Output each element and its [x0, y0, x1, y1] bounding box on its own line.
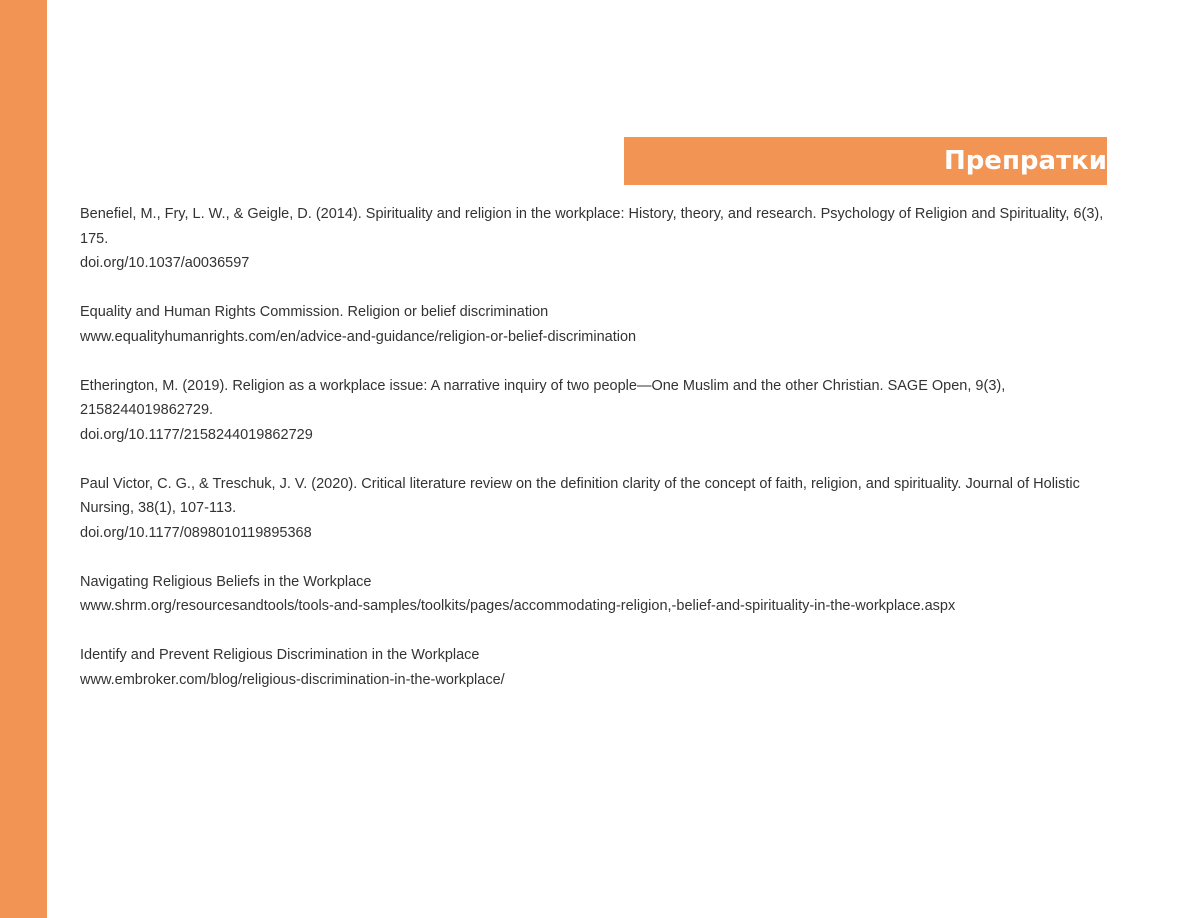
reference-item: [80, 570, 1120, 619]
reference-link[interactable]: www.embroker.com/blog/religious-discrimination-in-the-workplace/: [80, 671, 505, 688]
page-title: Препратки: [943, 146, 1107, 176]
reference-citation: Identify and Prevent Religious Discrimination in the Workplace: [80, 647, 480, 663]
accent-side-bar: [0, 0, 47, 918]
reference-citation: Benefiel, M., Fry, L. W., & Geigle, D. (2014). Spirituality and religion in the workplace: History, theory, and research. Psychology of Religion and Spirituality, 6(3), 175.: [80, 206, 1104, 247]
reference-link[interactable]: www.equalityhumanrights.com/en/advice-and-guidance/religion-or-belief-discrimination: [80, 328, 637, 345]
reference-list: [80, 202, 1120, 717]
reference-citation: Equality and Human Rights Commission. Religion or belief discrimination: [80, 304, 549, 320]
reference-item: [80, 300, 1120, 349]
reference-link[interactable]: doi.org/10.1177/2158244019862729: [80, 426, 313, 443]
reference-item: [80, 643, 1120, 692]
reference-item: [80, 374, 1120, 448]
reference-citation: Paul Victor, C. G., & Treschuk, J. V. (2020). Critical literature review on the definition clarity of the concept of faith, religion, and spirituality. Journal of Holistic Nursing, 38(1), 107-113.: [80, 475, 1080, 516]
reference-link[interactable]: doi.org/10.1177/0898010119895368: [80, 524, 312, 541]
reference-item: [80, 472, 1120, 546]
reference-link[interactable]: doi.org/10.1037/a0036597: [80, 255, 250, 271]
reference-item: [80, 202, 1120, 276]
reference-citation: Navigating Religious Beliefs in the Workplace: [80, 573, 372, 590]
reference-link[interactable]: www.shrm.org/resourcesandtools/tools-and-samples/toolkits/pages/accommodating-religion,-belief-and-spirituality-in-the-workplace.aspx: [80, 598, 956, 614]
reference-citation: Etherington, M. (2019). Religion as a workplace issue: A narrative inquiry of two people—One Muslim and the other Christian. SAGE Open, 9(3), 2158244019862729.: [80, 377, 1006, 418]
title-banner: [624, 137, 1107, 185]
